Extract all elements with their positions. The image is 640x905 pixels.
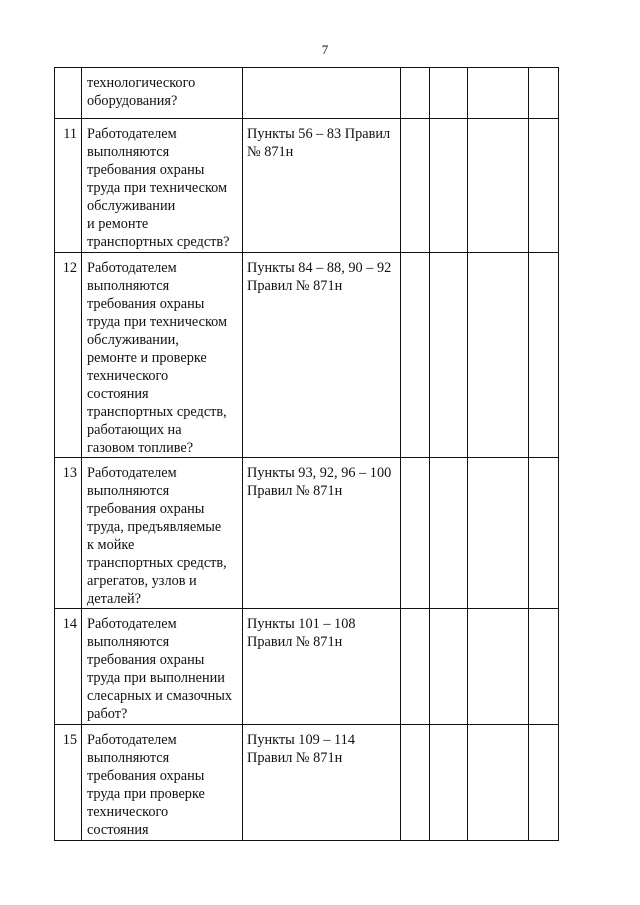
question-line: требования охраны xyxy=(87,296,205,312)
answer-no-cell[interactable] xyxy=(430,253,468,458)
answer-not-applicable-cell[interactable] xyxy=(468,119,529,253)
answer-not-applicable-cell[interactable] xyxy=(468,458,529,609)
question-line: работающих на xyxy=(87,422,182,438)
table-row xyxy=(55,253,559,458)
row-number: 11 xyxy=(55,119,82,253)
answer-no-cell[interactable] xyxy=(430,609,468,725)
table-row xyxy=(55,725,559,841)
question-line: выполняются xyxy=(87,750,170,766)
reference-cell: Пункты 101 – 108 Правил № 871н xyxy=(243,609,401,725)
reference-cell xyxy=(243,68,401,119)
question-line: агрегатов, узлов и xyxy=(87,573,197,589)
answer-not-applicable-cell[interactable] xyxy=(468,609,529,725)
question-line: труда при проверке xyxy=(87,786,205,802)
question-line: Работодателем xyxy=(87,465,177,481)
notes-cell[interactable] xyxy=(529,253,559,458)
question-line: состояния xyxy=(87,822,149,838)
question-cell xyxy=(82,68,243,119)
answer-no-cell[interactable] xyxy=(430,458,468,609)
answer-yes-cell[interactable] xyxy=(401,609,430,725)
question-line: выполняются xyxy=(87,483,170,499)
row-number: 12 xyxy=(55,253,82,458)
question-line: деталей? xyxy=(87,591,141,607)
question-line: оборудования? xyxy=(87,93,178,109)
question-line: обслуживании, xyxy=(87,332,179,348)
question-line: работ? xyxy=(87,706,128,722)
answer-no-cell[interactable] xyxy=(430,119,468,253)
row-number: 13 xyxy=(55,458,82,609)
question-line: труда при техническом xyxy=(87,180,228,196)
question-line: газовом топливе? xyxy=(87,440,194,456)
answer-no-cell[interactable] xyxy=(430,725,468,841)
question-cell xyxy=(82,725,243,841)
row-number: 14 xyxy=(55,609,82,725)
question-line: транспортных средств, xyxy=(87,404,227,420)
question-line: к мойке xyxy=(87,537,135,553)
question-line: требования охраны xyxy=(87,652,205,668)
question-line: выполняются xyxy=(87,278,170,294)
question-line: состояния xyxy=(87,386,149,402)
question-line: труда при выполнении xyxy=(87,670,225,686)
question-line: и ремонте xyxy=(87,216,149,232)
table-row xyxy=(55,458,559,609)
page-number: 7 xyxy=(321,42,329,57)
reference-cell: Пункты 56 – 83 Правил № 871н xyxy=(243,119,401,253)
question-cell xyxy=(82,253,243,458)
answer-yes-cell[interactable] xyxy=(401,458,430,609)
notes-cell[interactable] xyxy=(529,458,559,609)
question-line: Работодателем xyxy=(87,732,177,748)
question-line: труда, предъявляемые xyxy=(87,519,222,535)
reference-cell: Пункты 93, 92, 96 – 100 Правил № 871н xyxy=(243,458,401,609)
question-cell xyxy=(82,609,243,725)
question-cell xyxy=(82,119,243,253)
question-line: транспортных средств, xyxy=(87,555,227,571)
question-line: требования охраны xyxy=(87,501,205,517)
row-number: 15 xyxy=(55,725,82,841)
table-row xyxy=(55,119,559,253)
question-line: слесарных и смазочных xyxy=(87,688,232,704)
answer-not-applicable-cell[interactable] xyxy=(468,725,529,841)
notes-cell[interactable] xyxy=(529,68,559,119)
notes-cell[interactable] xyxy=(529,119,559,253)
question-line: выполняются xyxy=(87,144,170,160)
question-line: Работодателем xyxy=(87,126,177,142)
question-line: Работодателем xyxy=(87,260,177,276)
question-line: требования охраны xyxy=(87,768,205,784)
answer-not-applicable-cell[interactable] xyxy=(468,253,529,458)
question-line: технологического xyxy=(87,75,196,91)
answer-yes-cell[interactable] xyxy=(401,725,430,841)
answer-not-applicable-cell[interactable] xyxy=(468,68,529,119)
question-line: труда при техническом xyxy=(87,314,228,330)
table-row xyxy=(55,68,559,119)
notes-cell[interactable] xyxy=(529,609,559,725)
question-line: Работодателем xyxy=(87,616,177,632)
answer-no-cell[interactable] xyxy=(430,68,468,119)
question-line: технического xyxy=(87,804,169,820)
checklist-table xyxy=(54,67,559,841)
reference-cell: Пункты 109 – 114 Правил № 871н xyxy=(243,725,401,841)
question-line: обслуживании xyxy=(87,198,176,214)
answer-yes-cell[interactable] xyxy=(401,119,430,253)
question-line: транспортных средств? xyxy=(87,234,230,250)
row-number xyxy=(55,68,82,119)
question-cell xyxy=(82,458,243,609)
reference-cell: Пункты 84 – 88, 90 – 92 Правил № 871н xyxy=(243,253,401,458)
question-line: ремонте и проверке xyxy=(87,350,207,366)
notes-cell[interactable] xyxy=(529,725,559,841)
question-line: выполняются xyxy=(87,634,170,650)
question-line: требования охраны xyxy=(87,162,205,178)
answer-yes-cell[interactable] xyxy=(401,253,430,458)
answer-yes-cell[interactable] xyxy=(401,68,430,119)
table-row xyxy=(55,609,559,725)
question-line: технического xyxy=(87,368,169,384)
